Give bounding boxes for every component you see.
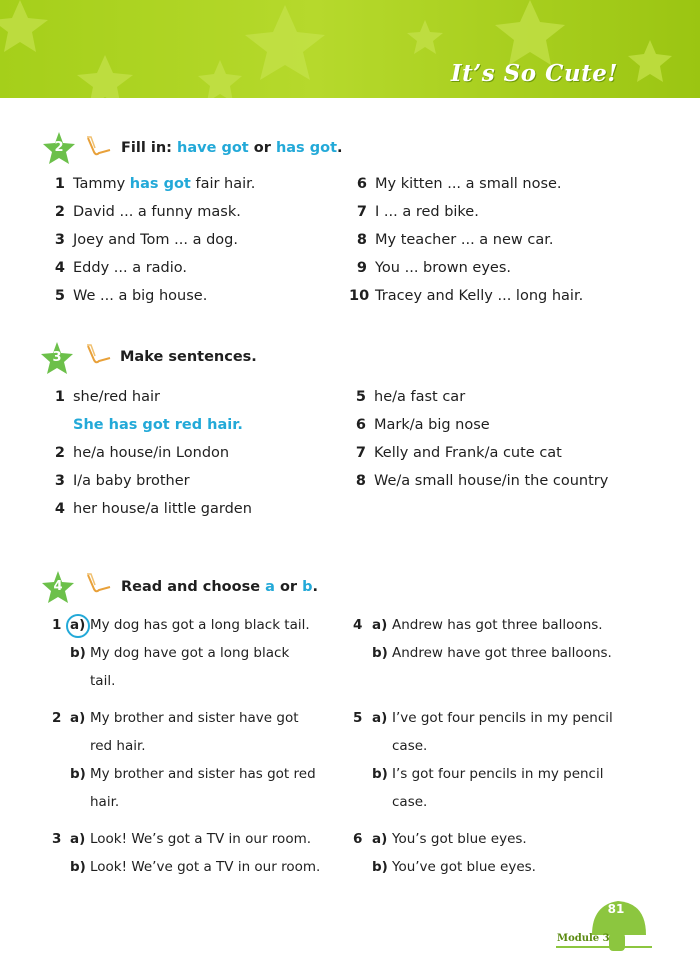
question-3-b: b) Look! We’ve got a TV in our room.	[70, 859, 321, 875]
page-number: 81	[607, 902, 625, 916]
exercise-number-badge: 3	[40, 342, 74, 376]
question-2-a: 2 a) My brother and sister have got	[52, 710, 299, 726]
question-6-b: b) You’ve got blue eyes.	[372, 859, 536, 875]
exercise-3-instruction: Make sentences.	[120, 349, 257, 365]
exercise-4-instruction: Read and choose a or b.	[121, 579, 319, 595]
exercise-number-badge: 4	[41, 571, 75, 605]
question-5-a-cont: case.	[392, 738, 428, 754]
question-4-a: 4 a) Andrew has got three balloons.	[353, 617, 603, 633]
question-1-a: 1 a) My dog has got a long black tail.	[52, 617, 310, 633]
exercise-number-badge: 2	[42, 132, 76, 166]
question-1-b: b) My dog have got a long black	[70, 645, 290, 661]
question-6-a: 6 a) You’s got blue eyes.	[353, 831, 527, 847]
question-5-b: b) I’s got four pencils in my pencil	[372, 766, 604, 782]
page-title: It’s So Cute!	[450, 60, 618, 87]
question-1-b-cont: tail.	[90, 673, 116, 689]
question-2-a-cont: red hair.	[90, 738, 146, 754]
question-4-b: b) Andrew have got three balloons.	[372, 645, 612, 661]
pencil-icon	[84, 136, 114, 158]
pencil-icon	[84, 573, 114, 595]
pencil-icon	[84, 344, 114, 366]
question-5-a: 5 a) I’ve got four pencils in my pencil	[353, 710, 613, 726]
exercise-2-instruction: Fill in: have got or has got.	[121, 140, 343, 156]
question-5-b-cont: case.	[392, 794, 428, 810]
header-banner	[0, 0, 700, 98]
example-answer: She has got red hair.	[73, 417, 243, 433]
module-label: Module 3	[557, 933, 610, 944]
question-3-a: 3 a) Look! We’s got a TV in our room.	[52, 831, 312, 847]
question-2-b: b) My brother and sister has got red	[70, 766, 316, 782]
question-2-b-cont: hair.	[90, 794, 120, 810]
